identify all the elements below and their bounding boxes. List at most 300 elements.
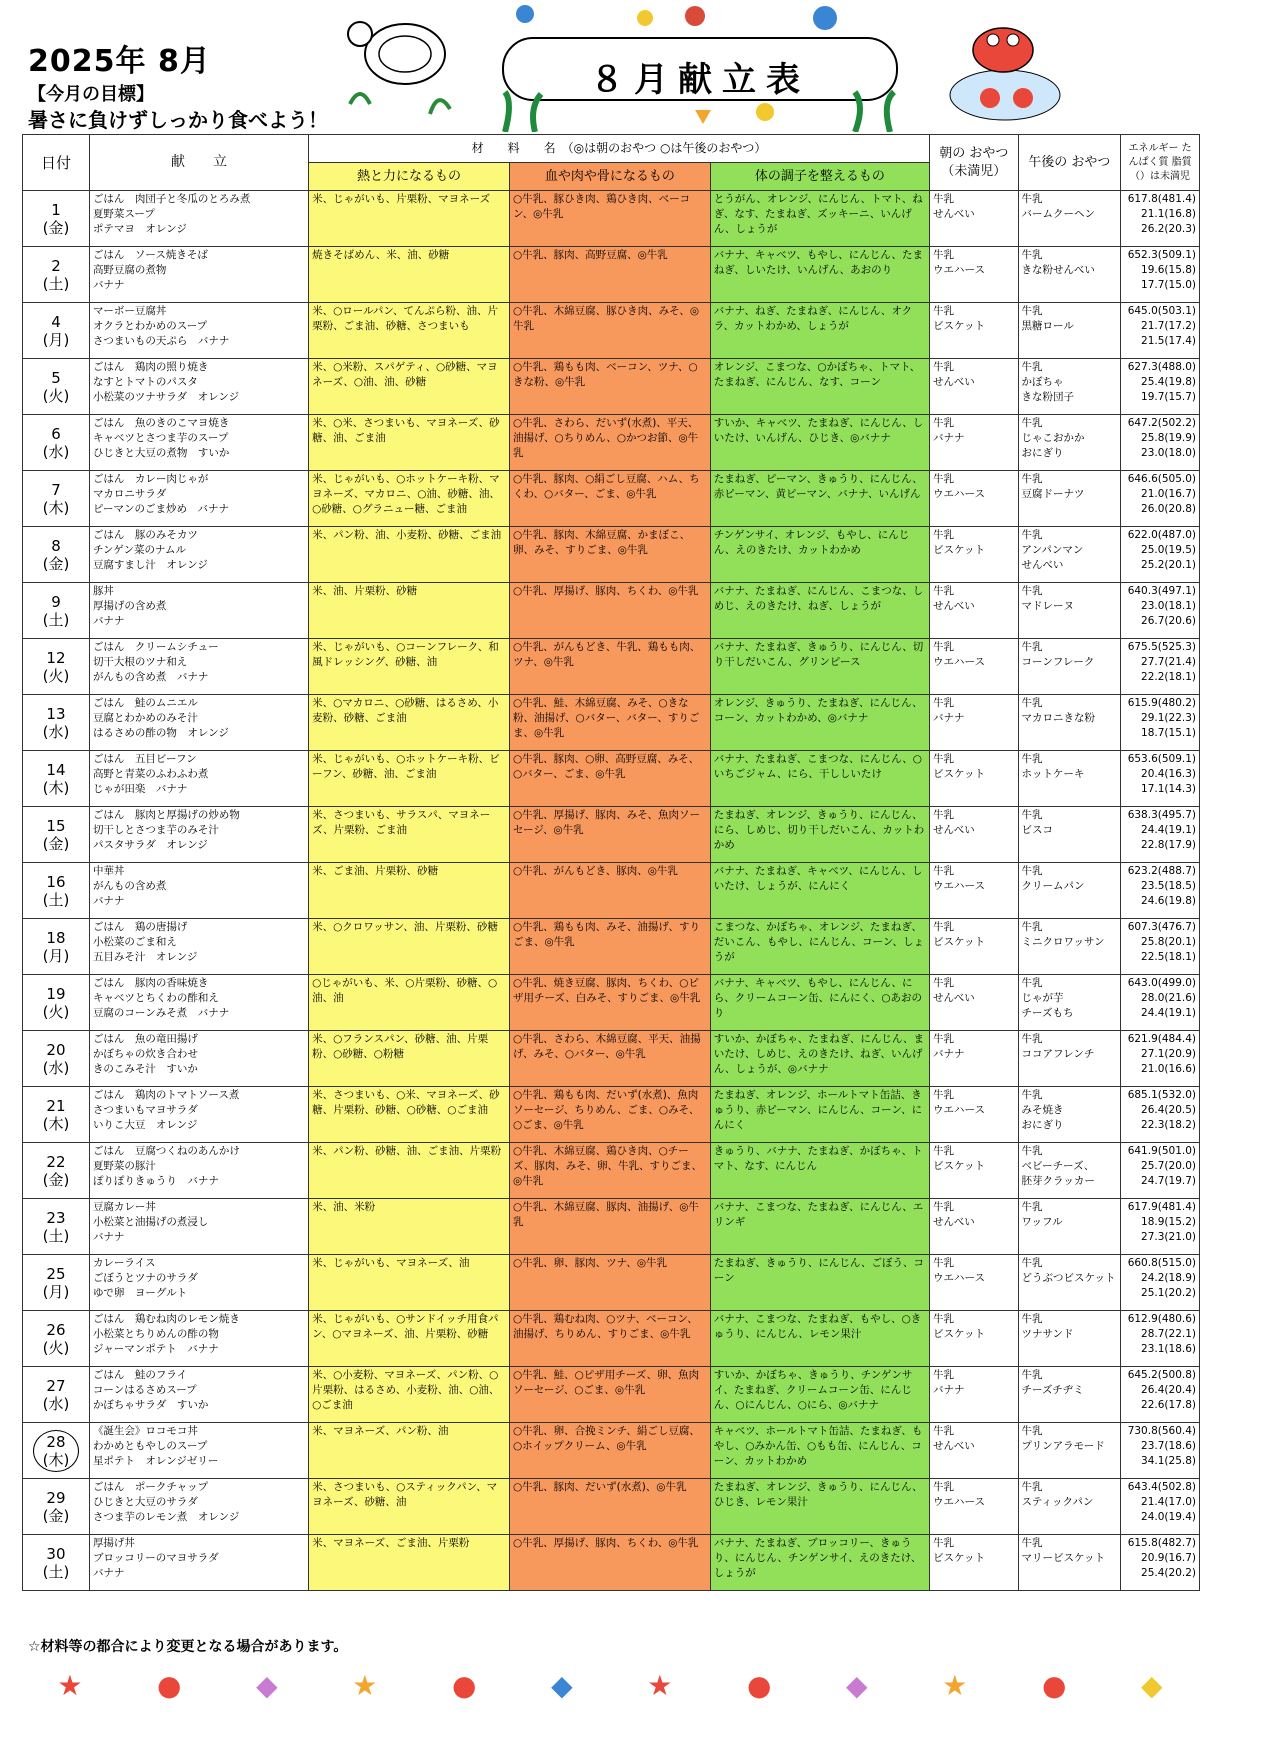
row-morning-snack: [930, 1031, 1019, 1087]
nutrition-value: 25.4(19.8): [1141, 376, 1196, 388]
dish-line: いりこ大豆 オレンジ: [92, 1119, 198, 1131]
row-day: 25: [46, 1264, 66, 1283]
row-morning-snack: [930, 807, 1019, 863]
dish-line: 切干大根のツナ和え: [92, 656, 188, 668]
birthday-circle: [33, 1430, 79, 1472]
row-nutrition: [1121, 415, 1200, 471]
row-weekday: (金): [42, 218, 70, 237]
morning-snack-item: 牛乳: [933, 193, 954, 205]
row-energy-ingredients: 米、じゃがいも、○サンドイッチ用食パン、○マヨネーズ、油、片栗粉、砂糖: [309, 1311, 510, 1367]
menu-row: [23, 471, 1200, 527]
row-menu: [89, 1255, 308, 1311]
row-condition-ingredients: すいか、かぼちゃ、たまねぎ、にんじん、まいたけ、しめじ、えのきたけ、ねぎ、いんげん、しょうが、◎バナナ: [710, 1031, 929, 1087]
row-condition-ingredients: バナナ、たまねぎ、ブロッコリー、きゅうり、にんじん、チンゲンサイ、えのきたけ、しょうが: [710, 1535, 929, 1591]
row-morning-snack: [930, 1255, 1019, 1311]
morning-snack-item: 牛乳: [933, 417, 954, 429]
shell-icon: ◆: [256, 1668, 278, 1702]
row-menu: [89, 583, 308, 639]
row-energy-ingredients: 米、ごま油、片栗粉、砂糖: [309, 863, 510, 919]
row-menu: [89, 1367, 308, 1423]
row-energy-ingredients: 米、さつまいも、サラスパ、マヨネーズ、片栗粉、ごま油: [309, 807, 510, 863]
dish-line: ポテマヨ オレンジ: [92, 223, 187, 235]
row-date: [23, 583, 90, 639]
row-weekday: (土): [42, 1226, 70, 1245]
dish-line: 夏野菜スープ: [92, 208, 155, 220]
row-nutrition: [1121, 807, 1200, 863]
dish-line: ごはん 鶏肉の照り焼き: [92, 361, 209, 373]
row-body-ingredients: ○牛乳、豚ひき肉、鶏ひき肉、ベーコン、◎牛乳: [509, 191, 710, 247]
nutrition-value: 22.6(17.8): [1141, 1399, 1196, 1411]
row-nutrition: [1121, 527, 1200, 583]
dish-line: ごはん 鶏肉のトマトソース煮: [92, 1089, 240, 1101]
dish-line: ごはん 鮭のフライ: [92, 1369, 188, 1381]
dish-line: 小松菜とちりめんの酢の物: [92, 1328, 219, 1340]
afternoon-snack-item: クリームパン: [1021, 880, 1085, 892]
row-weekday: (土): [42, 1562, 70, 1581]
row-condition-ingredients: バナナ、たまねぎ、こまつな、にんじん、○いちごジャム、にら、干ししいたけ: [710, 751, 929, 807]
morning-snack-item: ウエハース: [933, 264, 985, 276]
afternoon-snack-item: 牛乳: [1021, 1257, 1043, 1269]
footer-note: ☆材料等の都合により変更となる場合があります。: [28, 1639, 348, 1655]
nutrition-value: 21.5(17.4): [1141, 335, 1196, 347]
row-body-ingredients: ○牛乳、鶏むね肉、○ツナ、ベーコン、油揚げ、ちりめん、すりごま、◎牛乳: [509, 1311, 710, 1367]
nutrition-value: 675.5(525.3): [1127, 641, 1196, 653]
nutrition-value: 21.1(16.8): [1141, 208, 1196, 220]
row-morning-snack: [930, 1143, 1019, 1199]
morning-snack-item: 牛乳: [933, 1145, 954, 1157]
row-day: 9: [51, 592, 61, 611]
row-morning-snack: [930, 359, 1019, 415]
shell-icon: ◆: [551, 1668, 573, 1702]
morning-snack-item: 牛乳: [933, 1257, 954, 1269]
row-afternoon-snack: [1018, 863, 1121, 919]
row-body-ingredients: ○牛乳、厚揚げ、豚肉、みそ、魚肉ソーセージ、◎牛乳: [509, 807, 710, 863]
crab-icon: ●: [1041, 1668, 1067, 1702]
menu-row: [23, 863, 1200, 919]
row-date: [23, 1199, 90, 1255]
dish-line: バナナ: [92, 279, 125, 291]
afternoon-snack-item: おにぎり: [1021, 447, 1064, 459]
row-energy-ingredients: 米、○マカロニ、○砂糖、はるさめ、小麦粉、砂糖、ごま油: [309, 695, 510, 751]
dish-line: チンゲン菜のナムル: [92, 544, 186, 556]
dish-line: わかめともやしのスープ: [92, 1440, 208, 1452]
row-energy-ingredients: 焼きそばめん、米、油、砂糖: [309, 247, 510, 303]
shell-icon: ◆: [1141, 1668, 1163, 1702]
morning-snack-item: 牛乳: [933, 809, 954, 821]
row-nutrition: [1121, 1423, 1200, 1479]
morning-snack-item: せんべい: [933, 376, 975, 388]
row-energy-ingredients: 米、マヨネーズ、ごま油、片栗粉: [309, 1535, 510, 1591]
morning-snack-item: ウエハース: [933, 1104, 985, 1116]
afternoon-snack-item: 牛乳: [1021, 473, 1043, 485]
row-body-ingredients: ○牛乳、豚肉、高野豆腐、◎牛乳: [509, 247, 710, 303]
menu-row: [23, 1311, 1200, 1367]
nutrition-value: 607.3(476.7): [1127, 921, 1196, 933]
nutrition-value: 28.0(21.6): [1141, 992, 1196, 1004]
row-afternoon-snack: [1018, 247, 1121, 303]
row-morning-snack: [930, 527, 1019, 583]
row-weekday: (木): [42, 778, 70, 797]
menu-row: [23, 1535, 1200, 1591]
row-menu: [89, 639, 308, 695]
row-date: [23, 807, 90, 863]
afternoon-snack-item: みそ焼き: [1021, 1104, 1064, 1116]
row-condition-ingredients: バナナ、たまねぎ、キャベツ、にんじん、しいたけ、しょうが、にんにく: [710, 863, 929, 919]
nutrition-value: 29.1(22.3): [1141, 712, 1196, 724]
row-condition-ingredients: こまつな、かぼちゃ、オレンジ、たまねぎ、だいこん、もやし、にんじん、コーン、しょうが: [710, 919, 929, 975]
row-energy-ingredients: 米、○小麦粉、マヨネーズ、パン粉、○片栗粉、はるさめ、小麦粉、油、○油、○ごま油: [309, 1367, 510, 1423]
morning-snack-item: せんべい: [933, 1216, 975, 1228]
header-condition-group: 体の調子を整えるもの: [710, 163, 929, 191]
row-date: [23, 1535, 90, 1591]
afternoon-snack-item: どうぶつビスケット: [1021, 1272, 1116, 1284]
dish-line: 厚揚げ丼: [92, 1537, 135, 1549]
menu-row: [23, 1479, 1200, 1535]
nutrition-value: 25.2(20.1): [1141, 559, 1196, 571]
row-weekday: (火): [42, 386, 70, 405]
menu-row: [23, 751, 1200, 807]
row-condition-ingredients: たまねぎ、きゅうり、にんじん、ごぼう、コーン: [710, 1255, 929, 1311]
row-energy-ingredients: 米、じゃがいも、○コーンフレーク、和風ドレッシング、砂糖、油: [309, 639, 510, 695]
row-day: 6: [51, 424, 61, 443]
menu-body: [23, 191, 1200, 1591]
row-body-ingredients: ○牛乳、がんもどき、牛乳、鶏もも肉、ツナ、◎牛乳: [509, 639, 710, 695]
title-banner: [495, 0, 905, 132]
row-energy-ingredients: 米、○クロワッサン、油、片栗粉、砂糖: [309, 919, 510, 975]
row-nutrition: [1121, 1535, 1200, 1591]
menu-table: [22, 134, 1200, 1591]
row-afternoon-snack: [1018, 1311, 1121, 1367]
dish-line: ごはん クリームシチュー: [92, 641, 219, 653]
row-date: [23, 1143, 90, 1199]
dish-line: ごぼうとツナのサラダ: [92, 1272, 198, 1284]
row-menu: [89, 1199, 308, 1255]
nutrition-value: 730.8(560.4): [1127, 1425, 1196, 1437]
row-menu: [89, 919, 308, 975]
crab-icon: ●: [746, 1668, 772, 1702]
dish-line: ぽりぽりきゅうり バナナ: [92, 1175, 219, 1187]
row-energy-ingredients: 米、さつまいも、○米、マヨネーズ、砂糖、片栗粉、砂糖、○砂糖、○ごま油: [309, 1087, 510, 1143]
row-date: [23, 695, 90, 751]
row-energy-ingredients: 米、じゃがいも、○ホットケーキ粉、ビーフン、砂糖、油、ごま油: [309, 751, 510, 807]
row-condition-ingredients: オレンジ、こまつな、○かぼちゃ、トマト、たまねぎ、にんじん、なす、コーン: [710, 359, 929, 415]
row-day: 27: [46, 1376, 66, 1395]
afternoon-snack-item: 胚芽クラッカー: [1021, 1175, 1095, 1187]
row-condition-ingredients: バナナ、キャベツ、もやし、にんじん、にら、クリームコーン缶、にんにく、○あおのり: [710, 975, 929, 1031]
dish-line: 厚揚げの含め煮: [92, 600, 167, 612]
row-menu: [89, 1423, 308, 1479]
row-day: 1: [51, 200, 61, 219]
header-nutrition: エネルギー たんぱく質 脂質 （）は未満児: [1121, 135, 1200, 191]
nutrition-value: 643.4(502.8): [1127, 1481, 1196, 1493]
row-weekday: (金): [42, 1170, 70, 1189]
afternoon-snack-item: ビスコ: [1021, 824, 1054, 836]
morning-snack-item: 牛乳: [933, 529, 954, 541]
dish-line: きのこみそ汁 すいか: [92, 1063, 198, 1075]
crab-icon: ●: [157, 1668, 182, 1702]
afternoon-snack-item: コーンフレーク: [1021, 656, 1095, 668]
afternoon-snack-item: 牛乳: [1021, 529, 1043, 541]
row-weekday: (水): [42, 1058, 70, 1077]
nutrition-value: 34.1(25.8): [1141, 1455, 1196, 1467]
afternoon-snack-item: きな粉団子: [1021, 391, 1075, 403]
afternoon-snack-item: 牛乳: [1021, 1369, 1043, 1381]
row-afternoon-snack: [1018, 1479, 1121, 1535]
monthly-goal: 暑さに負けずしっかり食べよう！: [28, 108, 328, 132]
row-energy-ingredients: 米、じゃがいも、マヨネーズ、油: [309, 1255, 510, 1311]
row-date: [23, 1423, 90, 1479]
row-day: 26: [46, 1320, 66, 1339]
afternoon-snack-item: 牛乳: [1021, 305, 1043, 317]
row-body-ingredients: ○牛乳、豚肉、○卵、高野豆腐、みそ、○バター、ごま、◎牛乳: [509, 751, 710, 807]
row-energy-ingredients: 米、さつまいも、○スティックパン、マヨネーズ、砂糖、油: [309, 1479, 510, 1535]
row-weekday: (火): [42, 1338, 70, 1357]
nutrition-value: 652.3(509.1): [1127, 249, 1196, 261]
nutrition-value: 21.0(16.6): [1141, 1063, 1196, 1075]
nutrition-value: 638.3(495.7): [1127, 809, 1196, 821]
dish-line: ごはん 豚肉の香味焼き: [92, 977, 209, 989]
row-afternoon-snack: [1018, 1087, 1121, 1143]
row-afternoon-snack: [1018, 807, 1121, 863]
row-menu: [89, 1087, 308, 1143]
row-afternoon-snack: [1018, 415, 1121, 471]
row-morning-snack: [930, 1479, 1019, 1535]
row-afternoon-snack: [1018, 639, 1121, 695]
menu-row: [23, 695, 1200, 751]
dish-line: オクラとわかめのスープ: [92, 320, 208, 332]
nutrition-value: 18.9(15.2): [1141, 1216, 1196, 1228]
nutrition-value: 653.6(509.1): [1127, 753, 1196, 765]
dish-line: ピーマンのごま炒め バナナ: [92, 503, 230, 515]
row-energy-ingredients: 米、○米、さつまいも、マヨネーズ、砂糖、油、ごま油: [309, 415, 510, 471]
afternoon-snack-item: スティックパン: [1021, 1496, 1094, 1508]
morning-snack-item: ビスケット: [933, 544, 985, 556]
dish-line: 夏野菜の豚汁: [92, 1160, 156, 1172]
row-weekday: (木): [42, 1114, 70, 1133]
shell-icon: ◆: [846, 1668, 868, 1702]
row-energy-ingredients: 米、マヨネーズ、パン粉、油: [309, 1423, 510, 1479]
dish-line: マカロニサラダ: [92, 488, 167, 500]
nutrition-value: 647.2(502.2): [1127, 417, 1196, 429]
morning-snack-item: 牛乳: [933, 1481, 954, 1493]
nutrition-value: 24.7(19.7): [1141, 1175, 1196, 1187]
row-nutrition: [1121, 1031, 1200, 1087]
dish-line: ごはん 豆腐つくねのあんかけ: [92, 1145, 240, 1157]
nutrition-value: 685.1(532.0): [1127, 1089, 1196, 1101]
row-day: 15: [46, 816, 66, 835]
row-date: [23, 415, 90, 471]
nutrition-value: 25.7(20.0): [1141, 1160, 1196, 1172]
afternoon-snack-item: 牛乳: [1021, 753, 1043, 765]
row-afternoon-snack: [1018, 583, 1121, 639]
morning-snack-item: バナナ: [933, 712, 965, 724]
row-morning-snack: [930, 1087, 1019, 1143]
row-condition-ingredients: バナナ、こまつな、たまねぎ、もやし、○きゅうり、にんじん、レモン果汁: [710, 1311, 929, 1367]
dish-line: コーンはるさめスープ: [92, 1384, 197, 1396]
row-body-ingredients: ○牛乳、鶏もも肉、だいず(水煮)、魚肉ソーセージ、ちりめん、ごま、○みそ、○ごま、◎牛乳: [509, 1087, 710, 1143]
header-date: 日付: [23, 135, 90, 191]
dish-line: マーボー豆腐丼: [92, 305, 167, 317]
row-afternoon-snack: [1018, 919, 1121, 975]
row-menu: [89, 751, 308, 807]
morning-snack-item: せんべい: [933, 992, 975, 1004]
nutrition-value: 23.1(18.6): [1141, 1343, 1196, 1355]
row-nutrition: [1121, 1255, 1200, 1311]
afternoon-snack-item: ツナサンド: [1021, 1328, 1074, 1340]
row-date: [23, 191, 90, 247]
nutrition-value: 617.8(481.4): [1127, 193, 1196, 205]
row-date: [23, 247, 90, 303]
row-body-ingredients: ○牛乳、焼き豆腐、豚肉、ちくわ、○ピザ用チーズ、白みそ、すりごま、◎牛乳: [509, 975, 710, 1031]
row-date: [23, 471, 90, 527]
row-day: 5: [51, 368, 61, 387]
row-day: 19: [46, 984, 66, 1003]
row-afternoon-snack: [1018, 359, 1121, 415]
row-nutrition: [1121, 695, 1200, 751]
morning-snack-item: 牛乳: [933, 977, 954, 989]
row-morning-snack: [930, 471, 1019, 527]
row-nutrition: [1121, 247, 1200, 303]
row-day: 20: [46, 1040, 66, 1059]
dish-line: かぼちゃサラダ すいか: [92, 1399, 209, 1411]
morning-snack-item: 牛乳: [933, 1033, 954, 1045]
morning-snack-item: バナナ: [933, 1384, 965, 1396]
row-morning-snack: [930, 247, 1019, 303]
row-weekday: (金): [42, 554, 70, 573]
afternoon-snack-item: プリンアラモード: [1021, 1440, 1105, 1452]
morning-snack-item: 牛乳: [933, 1537, 954, 1549]
afternoon-snack-item: 牛乳: [1021, 1201, 1043, 1213]
nutrition-value: 25.4(20.2): [1141, 1567, 1196, 1579]
header-energy-group: 熱と力になるもの: [309, 163, 510, 191]
afternoon-snack-item: マカロニきな粉: [1021, 712, 1096, 724]
afternoon-snack-item: 牛乳: [1021, 1481, 1043, 1493]
afternoon-snack-item: 牛乳: [1021, 921, 1043, 933]
dish-line: さつまいもの天ぷら バナナ: [92, 335, 230, 347]
header-menu: 献 立: [89, 135, 308, 191]
row-condition-ingredients: すいか、かぼちゃ、きゅうり、チンゲンサイ、たまねぎ、クリームコーン缶、にんじん、○にんじん、○にら、◎バナナ: [710, 1367, 929, 1423]
dish-line: ごはん 肉団子と冬瓜のとろみ煮: [92, 193, 251, 205]
afternoon-snack-item: おにぎり: [1021, 1119, 1064, 1131]
nutrition-value: 23.7(18.6): [1141, 1440, 1196, 1452]
row-nutrition: [1121, 1087, 1200, 1143]
nutrition-value: 21.0(16.7): [1141, 488, 1196, 500]
menu-row: [23, 527, 1200, 583]
row-body-ingredients: ○牛乳、鶏もも肉、ベーコン、ツナ、○きな粉、◎牛乳: [509, 359, 710, 415]
nutrition-value: 24.0(19.4): [1141, 1511, 1196, 1523]
row-date: [23, 751, 90, 807]
starfish-icon: ★: [57, 1668, 83, 1702]
row-weekday: (金): [42, 834, 70, 853]
row-body-ingredients: ○牛乳、卵、豚肉、ツナ、◎牛乳: [509, 1255, 710, 1311]
menu-row: [23, 1031, 1200, 1087]
row-menu: [89, 303, 308, 359]
dish-line: ごはん 魚の竜田揚げ: [92, 1033, 198, 1045]
row-condition-ingredients: バナナ、ねぎ、たまねぎ、にんじん、オクラ、カットわかめ、しょうが: [710, 303, 929, 359]
row-condition-ingredients: すいか、キャベツ、たまねぎ、にんじん、しいたけ、いんげん、ひじき、◎バナナ: [710, 415, 929, 471]
dish-line: 五目みそ汁 オレンジ: [92, 951, 198, 963]
afternoon-snack-item: 牛乳: [1021, 697, 1043, 709]
row-energy-ingredients: 米、じゃがいも、片栗粉、マヨネーズ: [309, 191, 510, 247]
row-afternoon-snack: [1018, 1031, 1121, 1087]
row-nutrition: [1121, 359, 1200, 415]
nutrition-value: 24.2(18.9): [1141, 1272, 1196, 1284]
header-afternoon-snack: 午後の おやつ: [1018, 135, 1121, 191]
nutrition-value: 26.0(20.8): [1141, 503, 1196, 515]
dish-line: パスタサラダ オレンジ: [92, 839, 208, 851]
row-morning-snack: [930, 639, 1019, 695]
row-morning-snack: [930, 415, 1019, 471]
row-body-ingredients: ○牛乳、豚肉、木綿豆腐、かまぼこ、卵、みそ、すりごま、◎牛乳: [509, 527, 710, 583]
morning-snack-item: 牛乳: [933, 921, 954, 933]
row-afternoon-snack: [1018, 1255, 1121, 1311]
dish-line: 高野豆腐の煮物: [92, 264, 167, 276]
row-day: 29: [46, 1488, 66, 1507]
row-morning-snack: [930, 863, 1019, 919]
row-body-ingredients: ○牛乳、がんもどき、豚肉、◎牛乳: [509, 863, 710, 919]
row-body-ingredients: ○牛乳、豚肉、○絹ごし豆腐、ハム、ちくわ、○バター、ごま、◎牛乳: [509, 471, 710, 527]
nutrition-value: 23.0(18.1): [1141, 600, 1196, 612]
afternoon-snack-item: 牛乳: [1021, 249, 1043, 261]
dish-line: ひじきと大豆のサラダ: [92, 1496, 198, 1508]
row-day: 28: [46, 1432, 66, 1451]
dish-line: 豆腐のコーンみそ煮 バナナ: [92, 1007, 230, 1019]
row-menu: [89, 247, 308, 303]
menu-row: [23, 1255, 1200, 1311]
row-energy-ingredients: ○じゃがいも、米、○片栗粉、砂糖、○油、油: [309, 975, 510, 1031]
row-day: 4: [51, 312, 61, 331]
nutrition-value: 25.1(20.2): [1141, 1287, 1196, 1299]
row-weekday: (土): [42, 610, 70, 629]
dish-line: がんもの含め煮 バナナ: [92, 671, 209, 683]
nutrition-value: 22.2(18.1): [1141, 671, 1196, 683]
morning-snack-item: 牛乳: [933, 1089, 954, 1101]
row-condition-ingredients: たまねぎ、オレンジ、ホールトマト缶詰、きゅうり、赤ピーマン、にんじん、コーン、にんにく: [710, 1087, 929, 1143]
afternoon-snack-item: じゃが芋: [1021, 992, 1064, 1004]
menu-row: [23, 415, 1200, 471]
row-menu: [89, 695, 308, 751]
nutrition-value: 26.7(20.6): [1141, 615, 1196, 627]
nutrition-value: 26.2(20.3): [1141, 223, 1196, 235]
row-morning-snack: [930, 1311, 1019, 1367]
row-condition-ingredients: バナナ、キャベツ、もやし、にんじん、たまねぎ、しいたけ、いんげん、あおのり: [710, 247, 929, 303]
dish-line: 小松菜と油揚げの煮浸し: [92, 1216, 209, 1228]
dish-line: 中華丼: [92, 865, 125, 877]
nutrition-value: 627.3(488.0): [1127, 361, 1196, 373]
nutrition-value: 615.9(480.2): [1127, 697, 1196, 709]
row-weekday: (水): [42, 442, 70, 461]
afternoon-snack-item: 牛乳: [1021, 585, 1043, 597]
row-nutrition: [1121, 751, 1200, 807]
nutrition-value: 646.6(505.0): [1127, 473, 1196, 485]
nutrition-value: 20.4(16.3): [1141, 768, 1196, 780]
afternoon-snack-item: チーズもち: [1021, 1007, 1074, 1019]
morning-snack-item: ビスケット: [933, 1328, 985, 1340]
row-date: [23, 1087, 90, 1143]
morning-snack-item: ウエハース: [933, 488, 985, 500]
menu-row: [23, 807, 1200, 863]
row-nutrition: [1121, 1143, 1200, 1199]
afternoon-snack-item: かぼちゃ: [1021, 376, 1064, 388]
row-menu: [89, 1535, 308, 1591]
morning-snack-item: せんべい: [933, 1440, 975, 1452]
row-menu: [89, 1479, 308, 1535]
morning-snack-item: 牛乳: [933, 473, 954, 485]
row-condition-ingredients: チンゲンサイ、オレンジ、もやし、にんじん、えのきたけ、カットわかめ: [710, 527, 929, 583]
afternoon-snack-item: 牛乳: [1021, 1033, 1043, 1045]
nutrition-value: 27.7(21.4): [1141, 656, 1196, 668]
menu-row: [23, 1087, 1200, 1143]
